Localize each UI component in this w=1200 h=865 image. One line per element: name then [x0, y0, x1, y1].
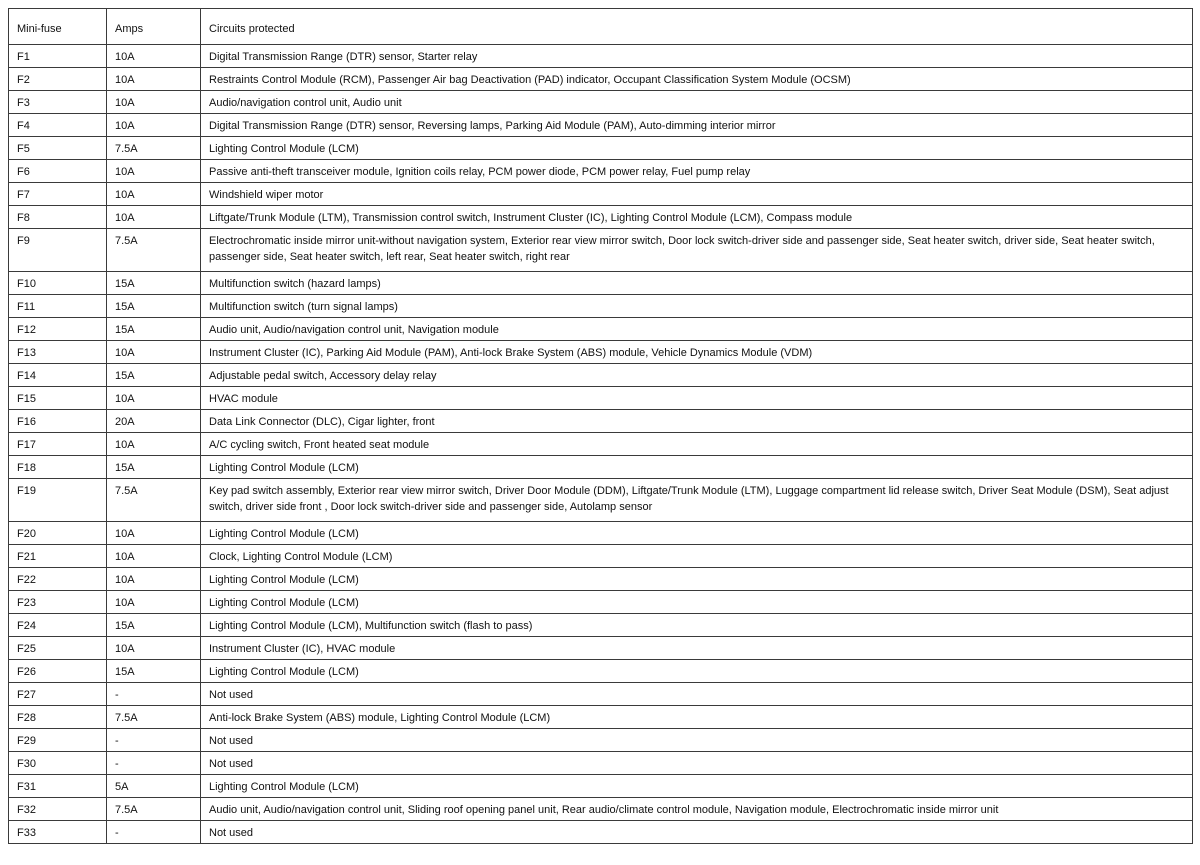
fuse-id-cell: F17 — [9, 433, 107, 456]
fuse-id-cell: F28 — [9, 706, 107, 729]
fuse-id-cell: F18 — [9, 456, 107, 479]
table-row — [9, 522, 1193, 545]
circuits-cell: Multifunction switch (hazard lamps) — [201, 272, 1193, 295]
amps-cell: 15A — [107, 614, 201, 637]
table-row — [9, 637, 1193, 660]
fuse-id-cell: F11 — [9, 295, 107, 318]
table-row — [9, 821, 1193, 844]
table-row — [9, 229, 1193, 272]
header-circuits-protected: Circuits protected — [201, 9, 1193, 45]
amps-cell: 7.5A — [107, 479, 201, 522]
fuse-id-cell: F23 — [9, 591, 107, 614]
table-row — [9, 364, 1193, 387]
circuits-cell: Instrument Cluster (IC), Parking Aid Module (PAM), Anti-lock Brake System (ABS) module, Vehicle Dynamics Module (VDM) — [201, 341, 1193, 364]
fuse-id-cell: F3 — [9, 91, 107, 114]
circuits-cell: Lighting Control Module (LCM), Multifunction switch (flash to pass) — [201, 614, 1193, 637]
table-row — [9, 683, 1193, 706]
circuits-cell: Clock, Lighting Control Module (LCM) — [201, 545, 1193, 568]
fuse-id-cell: F6 — [9, 160, 107, 183]
circuits-cell: Data Link Connector (DLC), Cigar lighter, front — [201, 410, 1193, 433]
table-row — [9, 660, 1193, 683]
fuse-id-cell: F26 — [9, 660, 107, 683]
fuse-id-cell: F14 — [9, 364, 107, 387]
circuits-cell: A/C cycling switch, Front heated seat module — [201, 433, 1193, 456]
table-row — [9, 295, 1193, 318]
amps-cell: - — [107, 752, 201, 775]
fuse-id-cell: F9 — [9, 229, 107, 272]
fuse-id-cell: F1 — [9, 45, 107, 68]
fuse-id-cell: F27 — [9, 683, 107, 706]
table-row — [9, 591, 1193, 614]
table-row — [9, 706, 1193, 729]
table-header-row — [9, 9, 1193, 45]
fuse-id-cell: F7 — [9, 183, 107, 206]
circuits-cell: Lighting Control Module (LCM) — [201, 456, 1193, 479]
amps-cell: 10A — [107, 637, 201, 660]
circuits-cell: Audio unit, Audio/navigation control unit, Navigation module — [201, 318, 1193, 341]
circuits-cell: Not used — [201, 729, 1193, 752]
amps-cell: 10A — [107, 433, 201, 456]
amps-cell: 20A — [107, 410, 201, 433]
circuits-cell: Key pad switch assembly, Exterior rear view mirror switch, Driver Door Module (DDM), Liftgate/Trunk Module (LTM), Luggage compartment lid release switch, Driver Seat Module (DSM), Seat adjust switch, driver side front , Door lock switch-driver side and passenger side, Autolamp sensor — [201, 479, 1193, 522]
table-row — [9, 114, 1193, 137]
table-row — [9, 45, 1193, 68]
table-row — [9, 160, 1193, 183]
table-row — [9, 729, 1193, 752]
circuits-cell: HVAC module — [201, 387, 1193, 410]
amps-cell: 10A — [107, 591, 201, 614]
table-body — [9, 45, 1193, 844]
table-row — [9, 752, 1193, 775]
circuits-cell: Lighting Control Module (LCM) — [201, 522, 1193, 545]
amps-cell: 5A — [107, 775, 201, 798]
circuits-cell: Not used — [201, 821, 1193, 844]
circuits-cell: Instrument Cluster (IC), HVAC module — [201, 637, 1193, 660]
table-row — [9, 433, 1193, 456]
fuse-id-cell: F24 — [9, 614, 107, 637]
table-row — [9, 68, 1193, 91]
amps-cell: - — [107, 683, 201, 706]
header-amps: Amps — [107, 9, 201, 45]
circuits-cell: Anti-lock Brake System (ABS) module, Lighting Control Module (LCM) — [201, 706, 1193, 729]
amps-cell: 7.5A — [107, 798, 201, 821]
fuse-id-cell: F22 — [9, 568, 107, 591]
table-row — [9, 456, 1193, 479]
amps-cell: 15A — [107, 456, 201, 479]
circuits-cell: Audio/navigation control unit, Audio unit — [201, 91, 1193, 114]
fuse-table-container — [8, 8, 1192, 844]
circuits-cell: Electrochromatic inside mirror unit-without navigation system, Exterior rear view mirror switch, Door lock switch-driver side and passenger side, Seat heater switch, driver side, Seat heater switch, passenger side, Seat heater switch, left rear, Seat heater switch, right rear — [201, 229, 1193, 272]
amps-cell: 15A — [107, 272, 201, 295]
amps-cell: 10A — [107, 68, 201, 91]
fuse-id-cell: F19 — [9, 479, 107, 522]
circuits-cell: Lighting Control Module (LCM) — [201, 568, 1193, 591]
circuits-cell: Lighting Control Module (LCM) — [201, 591, 1193, 614]
table-row — [9, 568, 1193, 591]
table-row — [9, 183, 1193, 206]
fuse-id-cell: F4 — [9, 114, 107, 137]
table-row — [9, 387, 1193, 410]
amps-cell: - — [107, 821, 201, 844]
circuits-cell: Lighting Control Module (LCM) — [201, 137, 1193, 160]
amps-cell: 10A — [107, 568, 201, 591]
amps-cell: 10A — [107, 341, 201, 364]
table-row — [9, 91, 1193, 114]
fuse-id-cell: F21 — [9, 545, 107, 568]
table-row — [9, 137, 1193, 160]
fuse-id-cell: F16 — [9, 410, 107, 433]
table-row — [9, 206, 1193, 229]
amps-cell: 15A — [107, 295, 201, 318]
table-row — [9, 775, 1193, 798]
amps-cell: 10A — [107, 545, 201, 568]
circuits-cell: Passive anti-theft transceiver module, Ignition coils relay, PCM power diode, PCM power relay, Fuel pump relay — [201, 160, 1193, 183]
amps-cell: 10A — [107, 387, 201, 410]
header-mini-fuse: Mini-fuse — [9, 9, 107, 45]
amps-cell: 7.5A — [107, 706, 201, 729]
fuse-id-cell: F30 — [9, 752, 107, 775]
circuits-cell: Adjustable pedal switch, Accessory delay relay — [201, 364, 1193, 387]
table-row — [9, 341, 1193, 364]
amps-cell: 10A — [107, 522, 201, 545]
fuse-id-cell: F32 — [9, 798, 107, 821]
amps-cell: 10A — [107, 114, 201, 137]
amps-cell: 10A — [107, 45, 201, 68]
circuits-cell: Windshield wiper motor — [201, 183, 1193, 206]
fuse-table — [8, 8, 1193, 844]
amps-cell: 10A — [107, 206, 201, 229]
table-row — [9, 614, 1193, 637]
circuits-cell: Not used — [201, 752, 1193, 775]
table-row — [9, 545, 1193, 568]
circuits-cell: Digital Transmission Range (DTR) sensor, Starter relay — [201, 45, 1193, 68]
fuse-id-cell: F20 — [9, 522, 107, 545]
fuse-id-cell: F29 — [9, 729, 107, 752]
circuits-cell: Not used — [201, 683, 1193, 706]
circuits-cell: Digital Transmission Range (DTR) sensor, Reversing lamps, Parking Aid Module (PAM), Auto-dimming interior mirror — [201, 114, 1193, 137]
circuits-cell: Audio unit, Audio/navigation control unit, Sliding roof opening panel unit, Rear audio/climate control module, Navigation module, Electrochromatic inside mirror unit — [201, 798, 1193, 821]
circuits-cell: Lighting Control Module (LCM) — [201, 660, 1193, 683]
table-row — [9, 410, 1193, 433]
fuse-id-cell: F13 — [9, 341, 107, 364]
table-row — [9, 272, 1193, 295]
circuits-cell: Lighting Control Module (LCM) — [201, 775, 1193, 798]
fuse-id-cell: F12 — [9, 318, 107, 341]
circuits-cell: Liftgate/Trunk Module (LTM), Transmission control switch, Instrument Cluster (IC), Lighting Control Module (LCM), Compass module — [201, 206, 1193, 229]
amps-cell: 7.5A — [107, 137, 201, 160]
fuse-id-cell: F25 — [9, 637, 107, 660]
amps-cell: 15A — [107, 660, 201, 683]
table-row — [9, 798, 1193, 821]
circuits-cell: Multifunction switch (turn signal lamps) — [201, 295, 1193, 318]
fuse-id-cell: F33 — [9, 821, 107, 844]
amps-cell: 15A — [107, 364, 201, 387]
table-row — [9, 318, 1193, 341]
fuse-id-cell: F8 — [9, 206, 107, 229]
fuse-id-cell: F5 — [9, 137, 107, 160]
circuits-cell: Restraints Control Module (RCM), Passenger Air bag Deactivation (PAD) indicator, Occupant Classification System Module (OCSM) — [201, 68, 1193, 91]
fuse-id-cell: F10 — [9, 272, 107, 295]
amps-cell: 15A — [107, 318, 201, 341]
amps-cell: 10A — [107, 91, 201, 114]
fuse-id-cell: F15 — [9, 387, 107, 410]
amps-cell: 10A — [107, 183, 201, 206]
fuse-id-cell: F2 — [9, 68, 107, 91]
amps-cell: 10A — [107, 160, 201, 183]
table-row — [9, 479, 1193, 522]
amps-cell: - — [107, 729, 201, 752]
fuse-id-cell: F31 — [9, 775, 107, 798]
amps-cell: 7.5A — [107, 229, 201, 272]
